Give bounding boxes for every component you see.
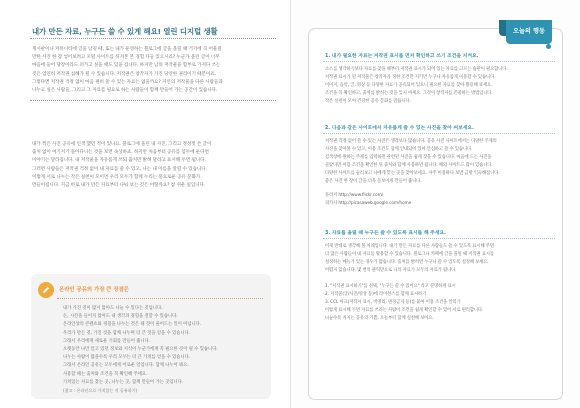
paragraph-line: 작은 실천이 모여 건강한 공유 문화를 만듭니다. [325,99,411,105]
section-3-body [325,243,555,275]
paragraph-line: 더 많은 사람들이 내 자료를 활용할 수 있습니다. 블로그나 카페에 글을 올릴 때 저작권 표시를 [325,252,494,258]
paragraph-line: 마음에 들어 당장이라도 퍼가고 싶을 때도 있을 겁니다. 하지만 남의 저작물을 함부로 가져다 쓰는 [32,63,221,69]
paragraph-line: 이야기는 달라집니다. 내 저작물을 자유롭게 쓰되 출처만 밝혀 달라고 표시해 두면 됩니다. [32,158,206,164]
section-3-steps [325,283,555,323]
paragraph-line: 좋은 사진 한 장이 글을 더욱 돋보이게 만들어 줍니다. [325,179,422,185]
tag-label: 오늘의 행동 [512,28,546,35]
section-3-title: 3. 자료를 올릴 때 누구든 쓸 수 있도록 표시를 해 주세요. [325,231,446,236]
list-item: 내가 가진 것이 많지 않아도 나눌 수 있다는 것입니다. [63,306,163,311]
photo-site-links [325,192,555,208]
right-page [290,0,580,408]
section-2-body [325,138,555,187]
paragraph-line: 그렇다면 저작권 걱정 없이 마음 편히 쓸 수 있는 자료는 없을까요? 자신의 저작물을 다른 사람들과 [32,79,223,85]
section-divider [323,238,555,239]
list-item: 우리가 만든 것, 가진 것을 함께 나누며 더 큰 것을 얻을 수 있습니다. [63,330,191,336]
paragraph-line: 내가 찍은 사진 공유에 인색 했던 적이 있나요. 블로그에 올린 내 사진, 그리고 정성껏 쓴 글이 [32,142,212,147]
paragraph-line: 만한 사진 한 장 넣어보려고 포털 사이트를 뒤져본 본 경험 다들 있으시죠? 누군가 올린 글이 너무 [32,55,220,61]
paragraph-line: 그러면 사람들은 저작권 걱정 없이 내 자료를 쓸 수 있고, 나는 내 이름을 알릴 수 있습니다. [32,166,207,172]
paragraph-line: 골랐다면 이용 조건을 확인한 뒤 출처와 함께 사용하면 됩니다. 해외 사이트도 많이 있습니다. [325,163,493,169]
sharing-benefits-callout [31,274,271,399]
step-item: 2. 저작물(글/사진/영상 등)에 라이선스를 함께 표시하기 [325,292,427,298]
intro-paragraph-2 [32,141,276,190]
paragraph-line: 출처 없이 여기저기 돌아다니는 것을 보면 속상하죠. 하지만 처음부터 공유를 염두에 둔다면 [32,150,209,156]
paragraph-line: 이제 반대로 생각해 볼 차례입니다. 내가 만든 자료를 다른 사람들도 쓸 수 있도록 표시해 주면 [325,244,494,249]
paragraph-line: 만들어집니다. 지금 바로 내가 만든 자료부터 나눠 보는 것은 어떨까요? 참 쉬운 일입니다. [32,183,206,189]
section-1-body [325,66,555,106]
paragraph-line: 저작권 걱정 없이 쓸 수 있는 사진은 생각보다 많습니다. 공유 사진 사이트에서는 다양한 주제의 [325,139,497,144]
paragraph-line: 이미지, 음악, 글, 영상 등 다양한 자료가 공유되어 있으니 필요한 자료를 찾아 활용해 보세요. [325,83,493,89]
section-2-title: 2. 다음과 같은 사이트에서 자유롭게 쓸 수 있는 사진을 찾아 써보세요. [325,126,474,131]
list-item: 오랫동안 나만 알고 있던 정보와 지식이 누군가에게 꼭 필요한 것이 될 수 있습니다. [63,347,218,353]
callout-source: (참고 : 온라인으로 가치있는 것 공유하기) [63,388,138,393]
flickr-link[interactable]: 플리커 http://www.flickr.com/ [325,193,384,198]
paragraph-line: 것은 엄연히 저작권 침해가 될 수 있습니다. 저작권은 창작자가 가진 당연한 권리이기 때문이죠. [32,71,216,77]
step-item: 3. CCL 마크(저작자 표시, 비영리, 변경금지 등)를 붙여 이용 조건을 알리기 [325,300,461,306]
section-divider [323,61,555,62]
title-divider [30,38,276,39]
callout-divider [57,298,263,299]
paragraph-line: 소스를 생각하기보다 자료를 찾을 때부터 저작권 표시가 되어 있는 자료를 고르는 습관이 필요합니다. [325,67,508,72]
list-item: 그래서 우리에게 새로운 기회를 만들어 줍니다. [63,338,151,344]
list-item: 사용할 때는 출처와 조건을 꼭 확인해 주세요. [63,371,148,377]
callout-list [63,305,267,387]
callout-title: 온라인 공유의 가장 큰 장점은 [59,287,129,293]
section-divider [323,133,555,134]
paragraph-line: 이렇게 서로 나누는 작은 실천이 모이면 우리 모두가 함께 누리는 풍요로운 공유 문화가 [32,174,201,180]
paragraph-line: 어렵지 않습니다. 몇 번의 클릭만으로 나의 자료가 모두의 자료가 됩니다. [325,268,457,274]
todays-action-tag [506,20,552,44]
picasa-link[interactable]: 피카사 http://picasaweb.google.com/home [325,201,412,207]
list-item: 온라인상의 콘텐츠와 경험을 나누는 것은 내 것이 줄어드는 일이 아닙니다. [63,322,202,328]
list-item: 나누는 사람이 많을수록 우리 모두는 더 큰 가치를 얻을 수 있습니다. [63,355,191,361]
list-item: 가치있는 자료를 찾는 곳, 나누는 곳, 함께 만들어 가는 곳입니다. [63,379,184,385]
paragraph-line: 다양한 사이트를 둘러보고 나에게 맞는 곳을 찾아보세요. 자주 이용하다 보면 금방 익숙해집니다. [325,171,500,177]
paragraph-line: 조건을 꼭 확인하고, 출처를 밝히는 것을 잊지 마세요. 그것이 창작자를 존중하는 방법입니다. [325,91,493,97]
step-item: 나눌수록 커지는 공유의 기쁨, 오늘부터 함께 실천해 보아요. [325,316,434,322]
paragraph-divider [30,100,276,101]
list-item: 그래서 온라인 공유는 모두에게 이로운 일입니다. 함께 나누어 봐요. [63,363,189,369]
paragraph-line: 설정하는 메뉴가 있는 경우가 많습니다. 출처를 밝히면 누구나 쓸 수 있도록 설정해 보세요. [325,260,489,266]
paragraph-line: 게시판이나 커뮤니티에 글을 남길 때, 또는 내가 운영하는 블로그에 글을 올릴 때 거기에 꼭 어울릴 [32,47,222,52]
step-item: 1. "저작권 표시하기"를 선택, "누구든 쓸 수 있어요" 라고 분명하게 표시 [325,284,456,289]
paragraph-line: 저작권 표시가 된 저작물은 창작자가 정한 조건만 지키면 누구나 자유롭게 이용할 수 있습니다. [325,75,496,81]
tag-dot [546,44,551,49]
paragraph-line: 검색창에 원하는 주제를 입력하면 관련된 사진을 쉽게 찾을 수 있습니다. 마음에 드는 사진을 [325,155,492,161]
list-item: 돈, 시간을 들이지 않아도 내 생각과 경험을 전할 수 있습니다. [63,314,178,320]
paragraph-line: 나누고 싶은 사람들, 그리고 그 자료를 필요로 하는 사람들이 함께 만들어 가는 공간이 있습니다. [32,88,218,94]
step-item: 이렇게 표시해 두면 자료를 쓰려는 사람이 조건을 쉽게 확인할 수 있어 서로 편리합니다. [325,308,484,314]
paragraph-line: 사진을 찾아볼 수 있고, 이용 조건도 함께 안내되어 있어 안심하고 쓸 수 있습니다. [325,147,473,153]
pencil-icon [38,282,54,298]
left-page-title: 내가 만든 자료, 누구든 쓸 수 있게 해요! 열린 디지털 생활 [32,27,218,36]
section-1-title: 1. 내가 필요한 자료는 저작권 표시를 먼저 확인하고 쓰기 조건을 지켜요. [325,54,479,59]
intro-paragraph-1 [32,46,276,95]
